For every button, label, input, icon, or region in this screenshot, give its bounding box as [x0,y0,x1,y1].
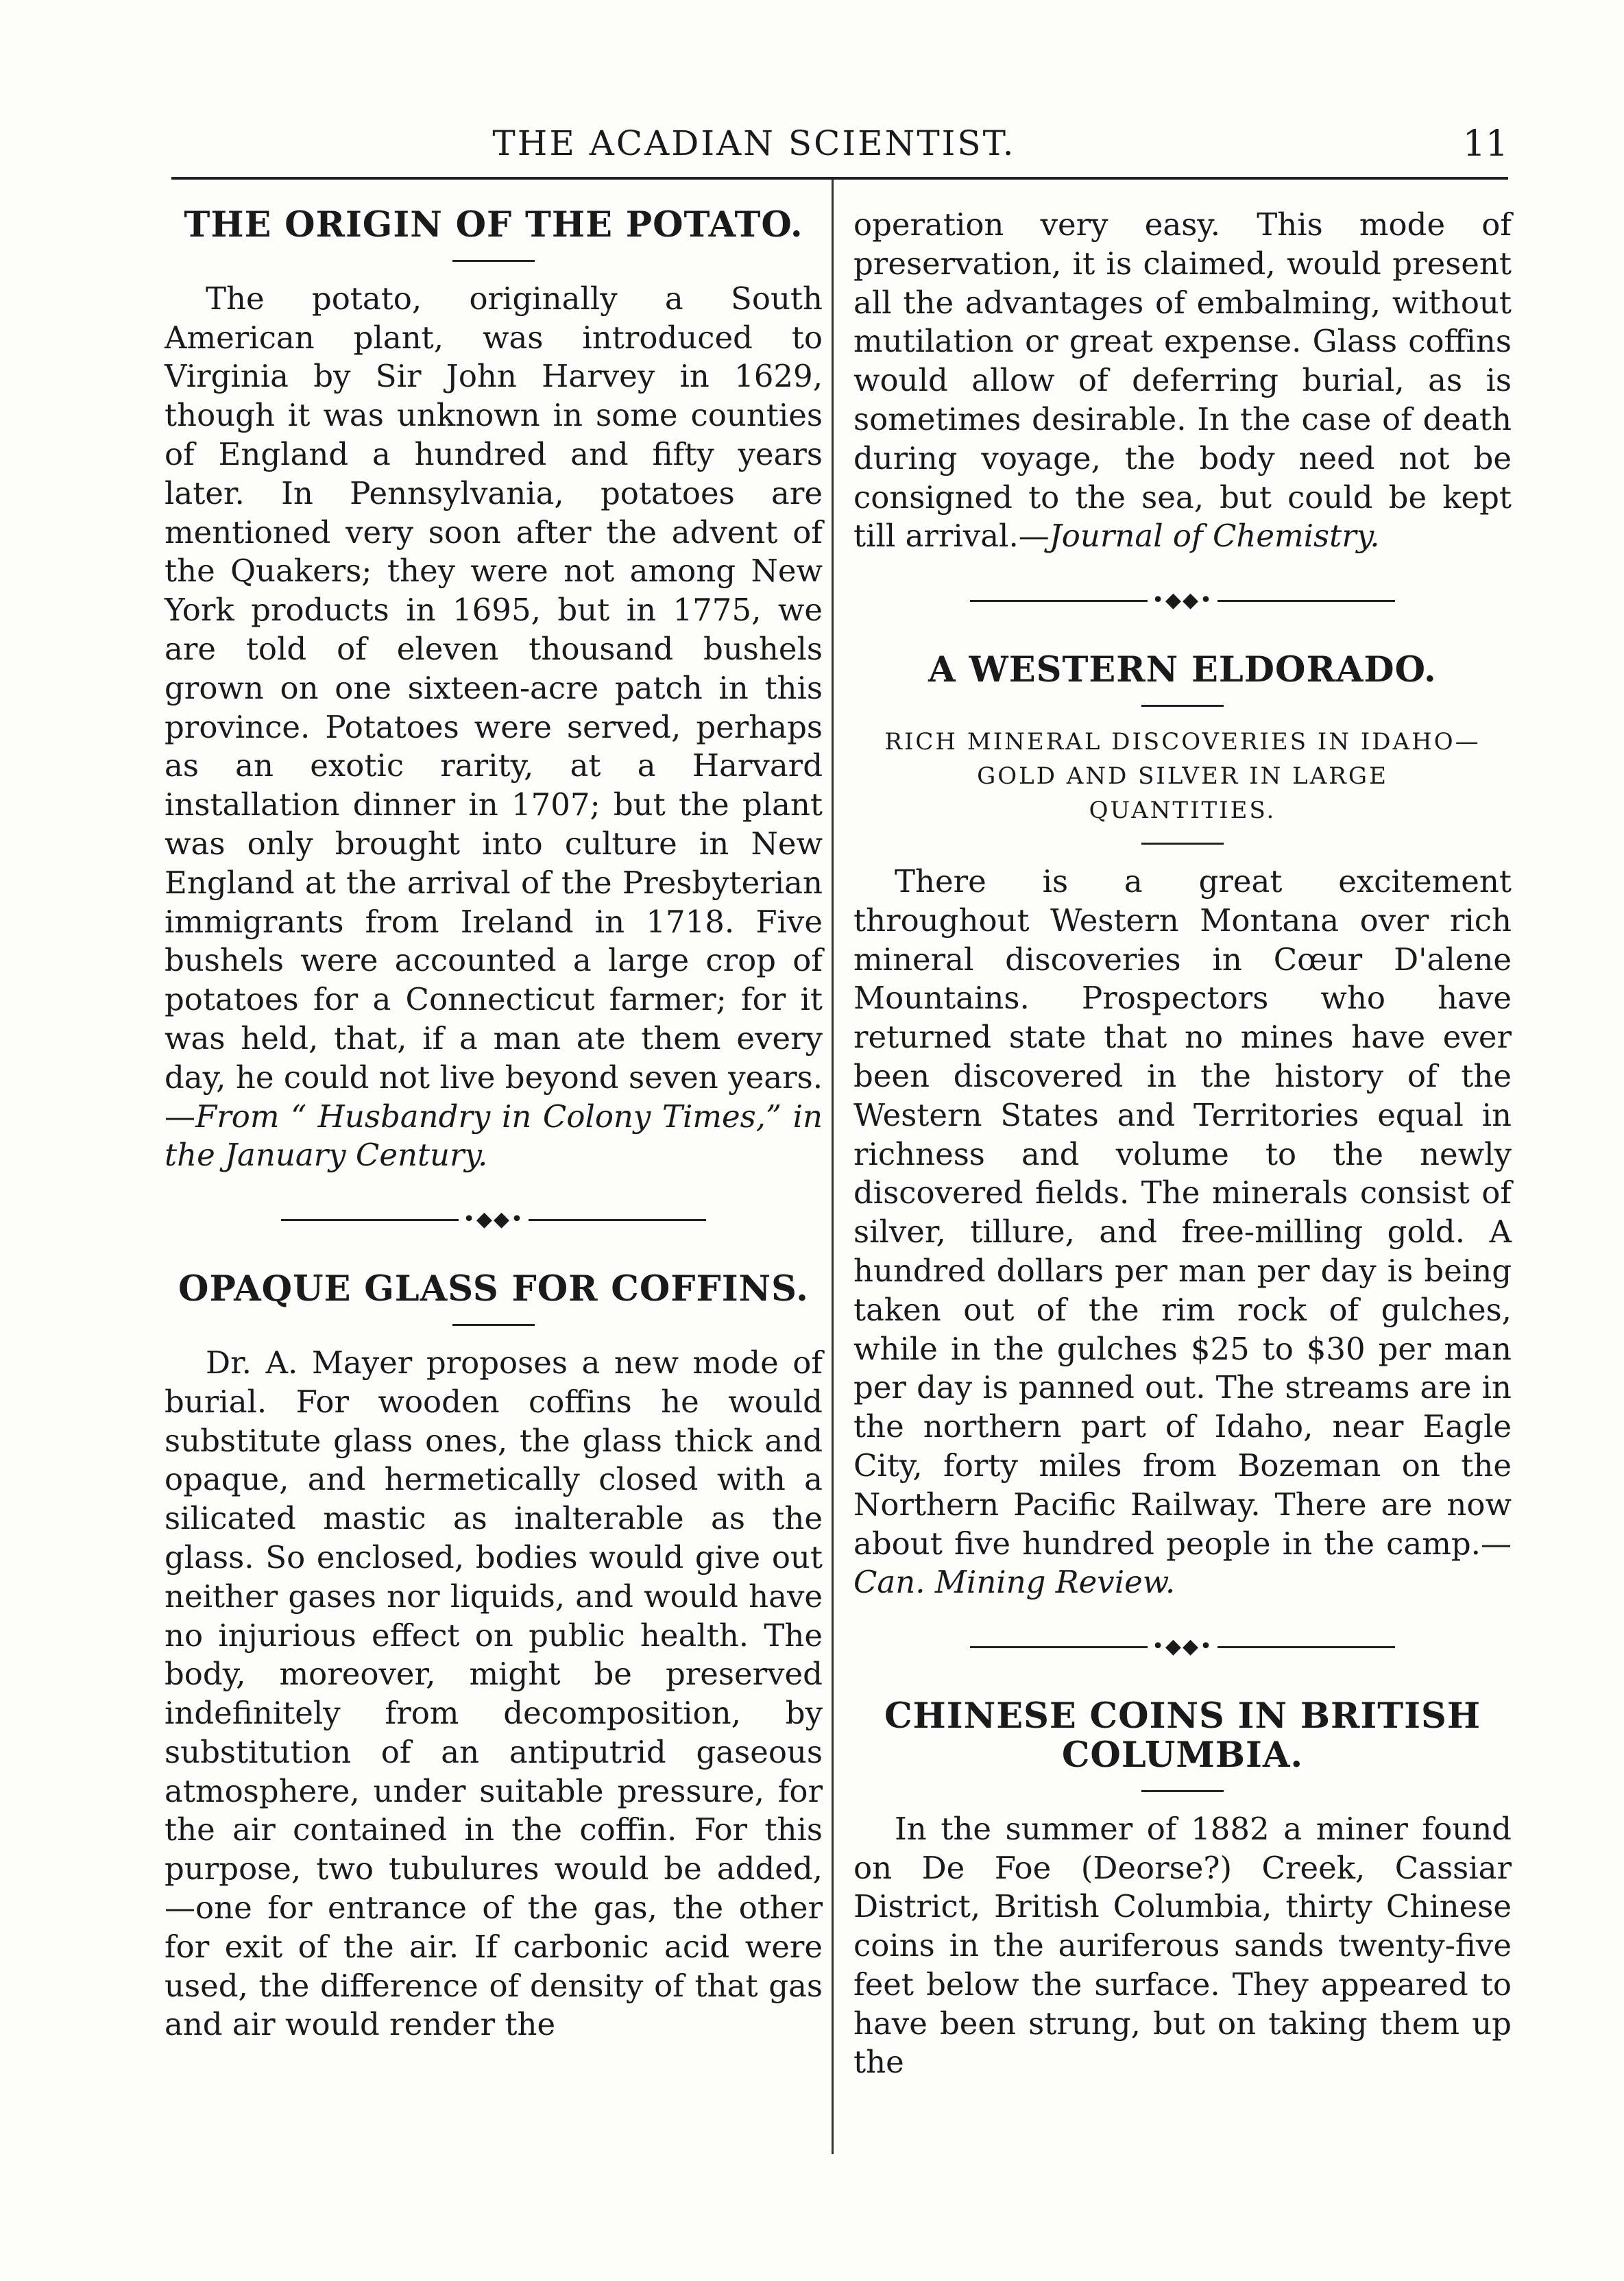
header-rule [171,177,1508,180]
headline-rule [1141,705,1224,707]
article-body-eldorado: There is a great excitement throughout Western Montana over rich mineral discoveries in Cœur D'alene Mountains. Prospectors who have returned state that no mines have ever been discovered in the history of the Western States and Territories equal in richness and volume to the newly discovered fields. The minerals consist of silver, tillure, and free-milling gold. A hundred dollars per man per day is being taken out of the rim rock of gulches, while in the gulches $25 to $30 per man per day is panned out. The streams are in the northern part of Idaho, near Eagle City, forty miles from Bozeman on the Northern Pacific Railway. There are now about five hundred people in the camp.—Can. Mining Review. [853,862,1512,1601]
article-headline-eldorado: A WESTERN ELDORADO. [928,649,1437,691]
ornament-mark: •◆◆• [463,1207,524,1232]
article-source-potato: From “ Husbandry in Colony Times,” in the January Century. [165,1098,823,1174]
article-headline-coffins: OPAQUE GLASS FOR COFFINS. [178,1268,809,1310]
article-source-coffins: Journal of Chemistry. [1049,518,1380,555]
journal-title: THE ACADIAN SCIENTIST. [492,123,1016,163]
ornament-mark: •◆◆• [1152,588,1213,613]
right-column [853,206,1512,2082]
article-headline-coins-line-2: COLUMBIA. [1061,1734,1304,1776]
article-body-coffins: Dr. A. Mayer proposes a new mode of burial. For wooden coffins he would substitute glass ones, the glass thick and opaque, and hermetically closed with a silicated mastic as inalterable as the glass. So enclosed, bodies would give out neither gases nor liquids, and would have no injurious effect on public health. The body, moreover, might be preserved indefinitely from decomposition, by substitution of an antiputrid gaseous atmosphere, under suitable pressure, for the air contained in the coffin. For this purpose, two tubulures would be added, —one for entrance of the gas, the other for exit of the air. If carbonic acid were used, the difference of density of that gas and air would render the [165,1344,823,2043]
running-head [171,123,1508,165]
article-subhead-line-2: GOLD AND SILVER IN LARGE [977,762,1388,790]
headline-rule [452,1324,535,1326]
article-subhead-line-1: RICH MINERAL DISCOVERIES IN IDAHO— [884,727,1481,756]
article-body-potato: The potato, originally a South American plant, was introduced to Virginia by Sir John Harvey in 1629, though it was unknown in some counties of England a hundred and fifty years later. In Pennsylvania, potatoes are mentioned very soon after the advent of the Quakers; they were not among New York products in 1695, but in 1775, we are told of eleven thousand bushels grown on one sixteen-acre patch in this province. Potatoes were served, perhaps as an exotic rarity, at a Harvard installation dinner in 1707; but the plant was only brought into culture in New England at the arrival of the Presbyterian immigrants from Ireland in 1718. Five bushels were accounted a large crop of potatoes for a Connecticut farmer; for it was held, that, if a man ate them every day, he could not live beyond seven years.—From “ Husbandry in Colony Times,” in the January Century. [165,280,823,1174]
ornament-mark: •◆◆• [1152,1634,1213,1659]
left-column [165,206,823,2044]
article-headline-coins-line-1: CHINESE COINS IN BRITISH [884,1695,1481,1737]
section-ornament [970,590,1395,611]
headline-rule [1141,1790,1224,1792]
article-source-eldorado: Can. Mining Review. [853,1564,1176,1601]
column-divider [832,180,834,2154]
subhead-rule [1141,843,1224,845]
article-body-coins: In the summer of 1882 a miner found on De Foe (Deorse?) Creek, Cassiar District, British Columbia, thirty Chinese coins in the auriferous sands twenty-five feet below the surface. They appeared to have been strung, but on taking them up the [853,1810,1512,2081]
page-number: 11 [1462,123,1508,165]
article-body-coffins-continued: operation very easy. This mode of preservation, it is claimed, would present all the advantages of embalming, without mutilation or great expense. Glass coffins would allow of deferring burial, as is sometimes desirable. In the case of death during voyage, the body need not be consigned to the sea, but could be kept till arrival.—Journal of Chemistry. [853,206,1512,555]
article-headline-potato: THE ORIGIN OF THE POTATO. [184,204,803,245]
article-subhead-line-3: QUANTITIES. [1089,796,1276,824]
section-ornament [281,1209,706,1230]
headline-rule [452,260,535,262]
section-ornament [970,1634,1395,1659]
